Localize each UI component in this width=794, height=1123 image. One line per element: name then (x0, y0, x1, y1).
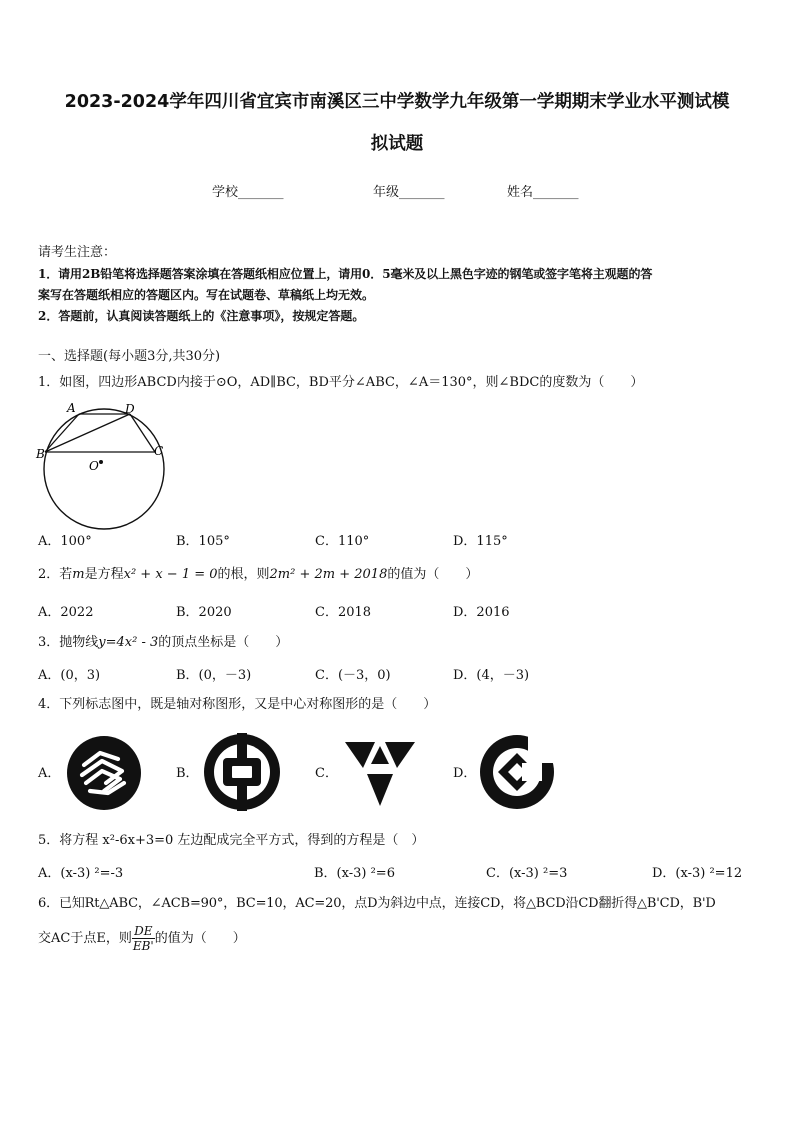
q2-stem-mid2: 的根，则 (217, 567, 270, 582)
bank-of-china-logo-icon[interactable] (203, 733, 281, 811)
name-field[interactable]: 姓名_______ (507, 185, 579, 200)
q1-option-c[interactable]: C．110° (315, 534, 370, 549)
q6-fraction (132, 924, 155, 953)
china-mobile-logo-icon[interactable] (66, 735, 142, 811)
q2-option-a[interactable]: A．2022 (38, 605, 94, 620)
q4-option-a-letter[interactable]: A． (38, 766, 61, 781)
notice-item1-line1: 1．请用2B铅笔将选择题答案涂填在答题纸相应位置上，请用0．5毫米及以上黑色字迹的钢笔或签字笔将主观题的答 (38, 267, 653, 281)
section1-heading: 一、选择题(每小题3分,共30分) (38, 349, 221, 364)
q6-stem-line2 (38, 922, 246, 956)
q2-var-m: m (72, 567, 85, 582)
school-field[interactable]: 学校_______ (212, 185, 284, 200)
q2-stem-mid: 是方程 (84, 567, 124, 582)
q2-option-b[interactable]: B．2020 (176, 605, 232, 620)
label-d: D (125, 402, 135, 416)
q4-stem: 4．下列标志图中，既是轴对称图形，又是中心对称图形的是（ ） (38, 697, 437, 712)
q4-option-b-letter[interactable]: B． (176, 766, 199, 781)
student-info-fields (0, 181, 794, 201)
q5-option-d[interactable]: D．(x-3) ²=12 (652, 866, 743, 881)
q2-option-c[interactable]: C．2018 (315, 605, 372, 620)
q3-option-a[interactable]: A．(0，3) (38, 668, 101, 683)
q2-equation: x² + x − 1 = 0 (123, 567, 218, 582)
label-o: O (89, 459, 99, 473)
q3-equation: y=4x² - 3 (98, 635, 159, 650)
q6-fraction-denominator: EB' (132, 939, 154, 953)
q2-option-d[interactable]: D．2016 (453, 605, 510, 620)
grade-field[interactable]: 年级_______ (373, 185, 445, 200)
q4-option-d-letter[interactable]: D． (453, 766, 477, 781)
q5-option-a[interactable]: A．(x-3) ²=-3 (38, 866, 124, 881)
q1-option-d[interactable]: D．115° (453, 534, 508, 549)
segment-ab (45, 414, 79, 452)
q1-option-a[interactable]: A．100° (38, 534, 92, 549)
label-b: B (36, 447, 45, 461)
q5-option-c[interactable]: C．(x-3) ²=3 (486, 866, 568, 881)
construction-bank-logo-icon[interactable] (478, 733, 556, 811)
segment-bd (45, 414, 130, 452)
center-point (99, 460, 103, 464)
circle-o (44, 409, 164, 529)
q2-stem-pre: 2．若 (38, 567, 73, 582)
exam-title-line2: 拟试题 (370, 134, 424, 154)
q3-option-d[interactable]: D．(4，－3) (453, 668, 530, 683)
notice-heading: 请考生注意： (38, 245, 117, 260)
q6-fraction-numerator: DE (132, 924, 155, 939)
exam-title-line1: 2023-2024学年四川省宜宾市南溪区三中学数学九年级第一学期期末学业水平测试模 (64, 92, 730, 112)
notice-item2: 2．答题前，认真阅读答题纸上的《注意事项》，按规定答题。 (38, 309, 365, 323)
q5-stem: 5．将方程 x²-6x+3=0 左边配成完全平方式，得到的方程是（ ） (38, 833, 425, 848)
q6-stem-line2-post: 的值为（ ） (154, 931, 246, 946)
q1-circle-figure (34, 398, 174, 548)
q2-stem (38, 565, 478, 585)
q2-expression: 2m² + 2m + 2018 (269, 567, 388, 582)
q1-option-b[interactable]: B．105° (176, 534, 230, 549)
label-a: A (67, 401, 76, 415)
q3-option-b[interactable]: B．(0，－3) (176, 668, 252, 683)
q6-stem-line1: 6．已知Rt△ABC，∠ACB=90°，BC=10，AC=20，点D为斜边中点，连接CD，将△BCD沿CD翻折得△B'CD，B'D (38, 896, 716, 911)
q1-stem: 1．如图，四边形ABCD内接于⊙O，AD∥BC，BD平分∠ABC，∠A＝130°，则∠BDC的度数为（ ） (38, 375, 644, 390)
q5-option-b[interactable]: B．(x-3) ²=6 (314, 866, 395, 881)
q2-stem-post: 的值为（ ） (387, 567, 479, 582)
q3-stem-post: 的顶点坐标是（ ） (158, 635, 289, 650)
q3-stem-pre: 3．抛物线 (38, 635, 99, 650)
q3-option-c[interactable]: C．(－3，0) (315, 668, 391, 683)
notice-item1-line2: 案写在答题纸相应的答题区内。写在试题卷、草稿纸上均无效。 (38, 288, 375, 302)
q3-stem (38, 633, 288, 653)
triangle-logo-icon[interactable] (343, 740, 417, 808)
q4-option-c-letter[interactable]: C． (315, 766, 338, 781)
label-c: C (154, 444, 164, 458)
q6-stem-line2-pre: 交AC于点E，则 (38, 931, 132, 946)
